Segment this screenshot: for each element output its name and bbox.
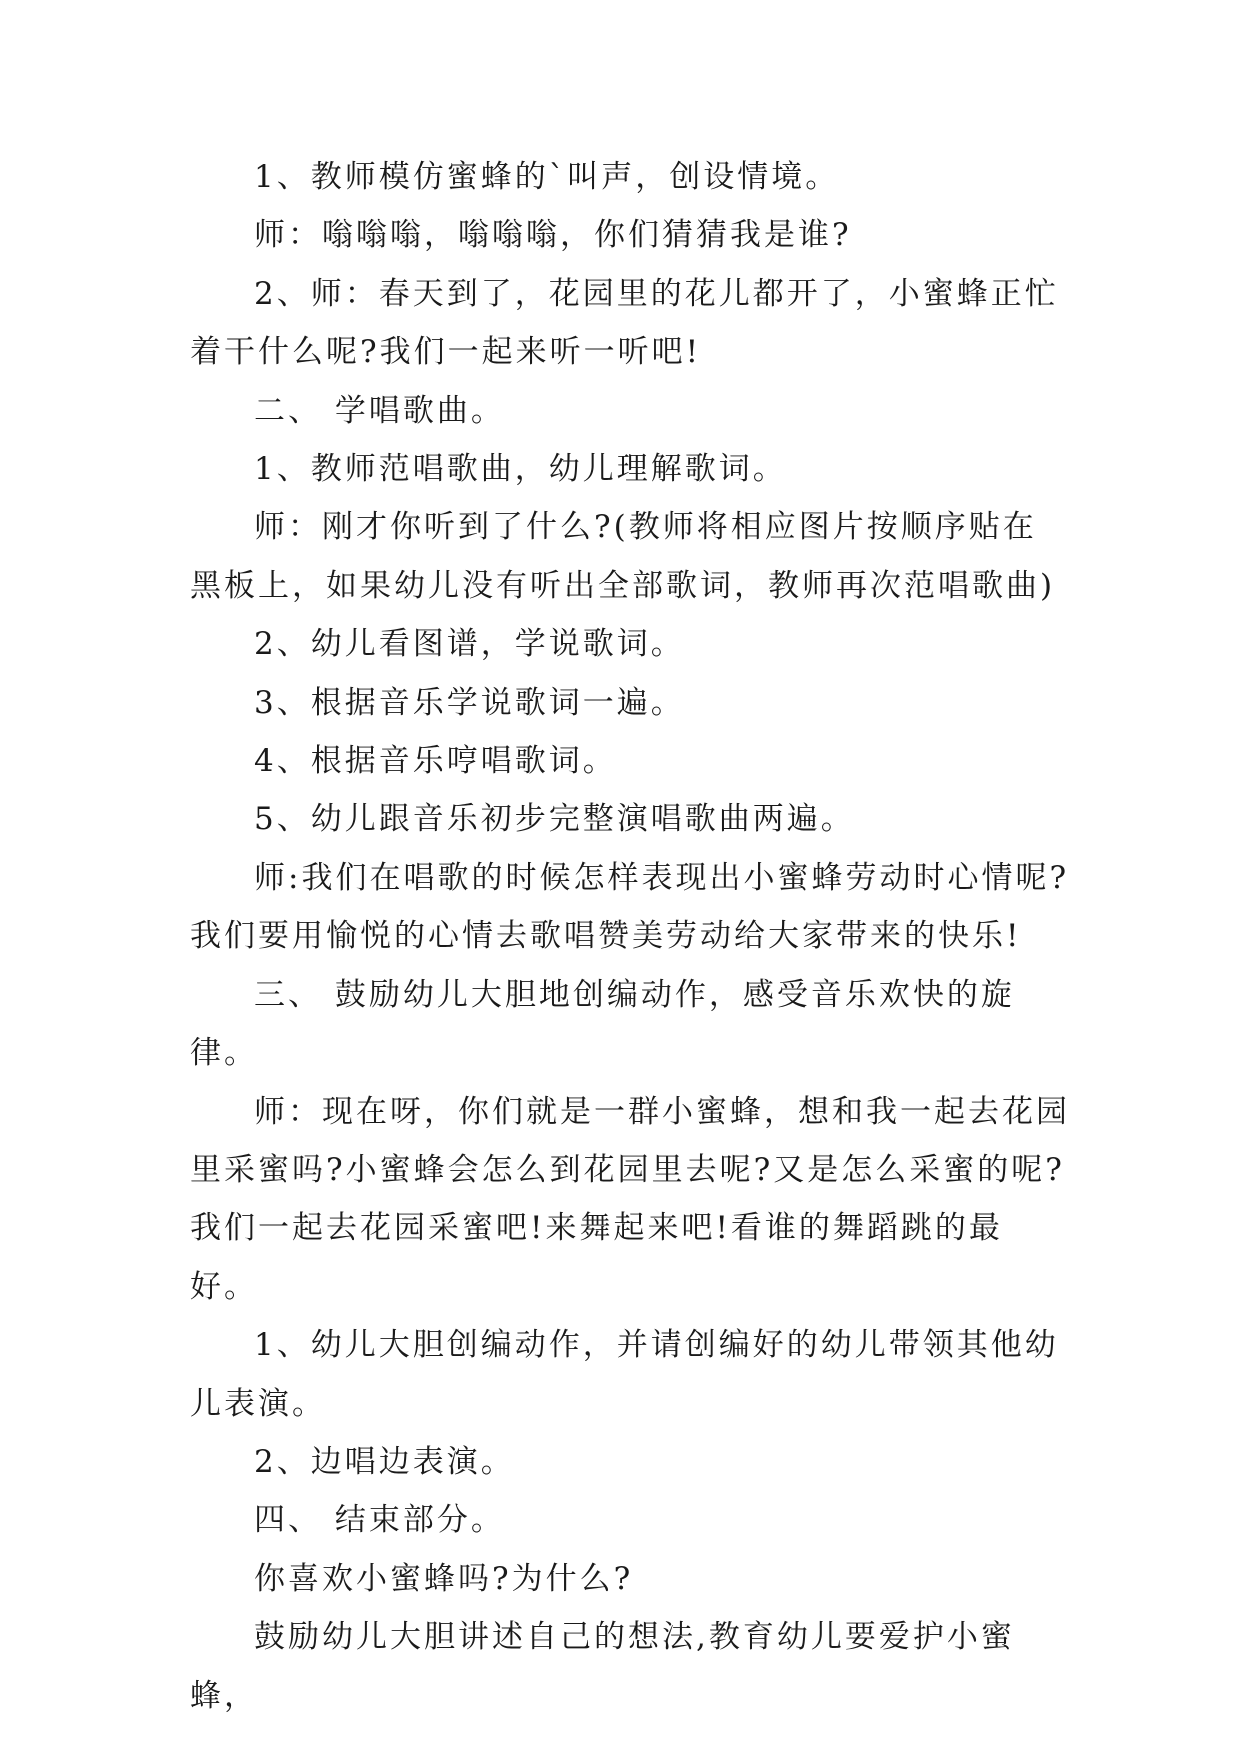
paragraph-11: 师:我们在唱歌的时候怎样表现出小蜜蜂劳动时心情呢?我们要用愉悦的心情去歌唱赞美劳动给大家带来的快乐! [190, 859, 1070, 955]
section-heading-3: 三、 鼓励幼儿大胆地创编动作，感受音乐欢快的旋律。 [190, 976, 1015, 1072]
paragraph-7: 2、幼儿看图谱，学说歌词。 [254, 626, 685, 663]
document-body [190, 148, 1070, 1725]
paragraph-10: 5、幼儿跟音乐初步完整演唱歌曲两遍。 [254, 801, 855, 838]
paragraph-5: 1、教师范唱歌曲，幼儿理解歌词。 [254, 451, 787, 488]
paragraph-2: 师：嗡嗡嗡，嗡嗡嗡，你们猜猜我是谁? [254, 217, 852, 254]
paragraph-17: 你喜欢小蜜蜂吗?为什么? [254, 1560, 634, 1597]
section-heading-4: 四、 结束部分。 [254, 1502, 505, 1539]
paragraph-6: 师：刚才你听到了什么?(教师将相应图片按顺序贴在黑板上，如果幼儿没有听出全部歌词，教师再次范唱歌曲) [190, 509, 1056, 604]
paragraph-3: 2、师：春天到了，花园里的花儿都开了，小蜜蜂正忙着干什么呢?我们一起来听一听吧! [190, 275, 1059, 371]
paragraph-8: 3、根据音乐学说歌词一遍。 [254, 684, 685, 721]
paragraph-15: 2、边唱边表演。 [254, 1443, 515, 1480]
paragraph-14: 1、幼儿大胆创编动作，并请创编好的幼儿带领其他幼儿表演。 [190, 1327, 1059, 1422]
paragraph-18: 鼓励幼儿大胆讲述自己的想法,教育幼儿要爱护小蜜蜂， [190, 1619, 1015, 1714]
section-heading-2: 二、 学唱歌曲。 [254, 392, 505, 429]
paragraph-9: 4、根据音乐哼唱歌词。 [254, 743, 617, 780]
paragraph-1: 1、教师模仿蜜蜂的`叫声，创设情境。 [254, 159, 840, 195]
paragraph-13: 师：现在呀，你们就是一群小蜜蜂，想和我一起去花园里采蜜吗?小蜜蜂会怎么到花园里去呢?又是怎么采蜜的呢?我们一起去花园采蜜吧!来舞起来吧!看谁的舞蹈跳的最好。 [190, 1093, 1070, 1305]
